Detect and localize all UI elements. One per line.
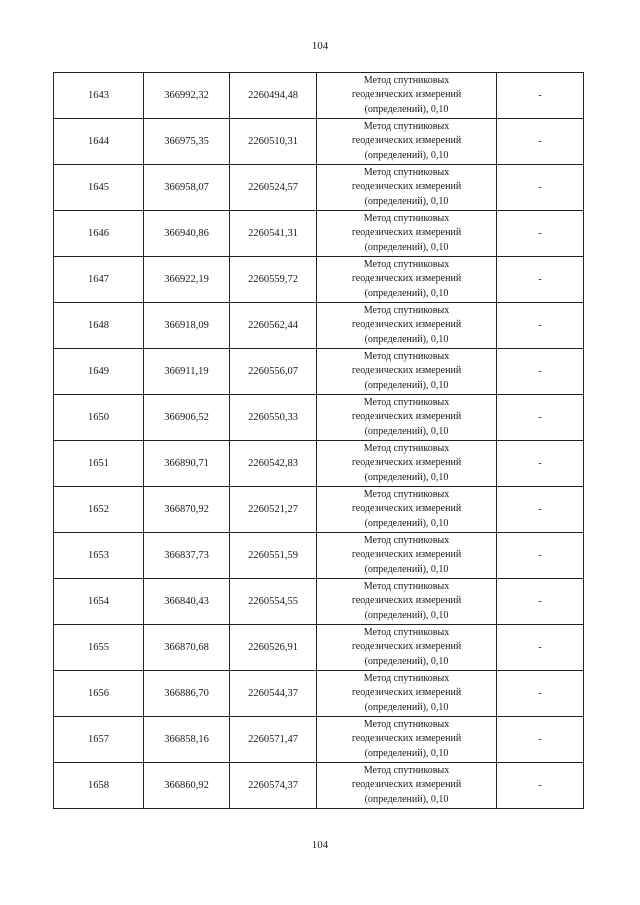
y-coordinate-cell: 2260494,48 <box>230 73 317 119</box>
method-cell <box>317 487 497 533</box>
method-line: (определений), 0,10 <box>364 103 449 115</box>
method-line: (определений), 0,10 <box>364 195 449 207</box>
method-line: Метод спутниковых <box>363 672 450 684</box>
description-cell: - <box>497 165 584 211</box>
method-line: (определений), 0,10 <box>364 701 449 713</box>
method-line: геодезических измерений <box>351 319 462 331</box>
point-number-cell: 1657 <box>54 717 144 763</box>
method-line: геодезических измерений <box>351 503 462 515</box>
method-line: Метод спутниковых <box>363 442 450 454</box>
description-cell: - <box>497 671 584 717</box>
x-coordinate-cell: 366890,71 <box>144 441 230 487</box>
y-coordinate-cell: 2260559,72 <box>230 257 317 303</box>
method-line: геодезических измерений <box>351 227 462 239</box>
method-line: Метод спутниковых <box>363 212 450 224</box>
method-cell <box>317 349 497 395</box>
method-line: (определений), 0,10 <box>364 793 449 805</box>
page-number-top: 104 <box>311 40 329 52</box>
method-cell <box>317 671 497 717</box>
method-line: геодезических измерений <box>351 457 462 469</box>
point-number-cell: 1649 <box>54 349 144 395</box>
table-row <box>54 257 584 303</box>
method-line: геодезических измерений <box>351 411 462 423</box>
method-cell <box>317 625 497 671</box>
table-row <box>54 395 584 441</box>
method-line: (определений), 0,10 <box>364 563 449 575</box>
x-coordinate-cell: 366870,92 <box>144 487 230 533</box>
table-row <box>54 487 584 533</box>
point-number-cell: 1658 <box>54 763 144 809</box>
x-coordinate-cell: 366922,19 <box>144 257 230 303</box>
method-cell <box>317 441 497 487</box>
method-line: (определений), 0,10 <box>364 379 449 391</box>
method-line: Метод спутниковых <box>363 74 450 86</box>
description-cell: - <box>497 211 584 257</box>
method-line: геодезических измерений <box>351 595 462 607</box>
description-cell: - <box>497 717 584 763</box>
table-row <box>54 533 584 579</box>
y-coordinate-cell: 2260542,83 <box>230 441 317 487</box>
method-line: Метод спутниковых <box>363 258 450 270</box>
y-coordinate-cell: 2260526,91 <box>230 625 317 671</box>
method-cell <box>317 165 497 211</box>
method-cell <box>317 763 497 809</box>
table-row <box>54 73 584 119</box>
point-number-cell: 1656 <box>54 671 144 717</box>
point-number-cell: 1653 <box>54 533 144 579</box>
point-number-cell: 1655 <box>54 625 144 671</box>
table-row <box>54 349 584 395</box>
y-coordinate-cell: 2260551,59 <box>230 533 317 579</box>
method-line: (определений), 0,10 <box>364 333 449 345</box>
method-line: геодезических измерений <box>351 687 462 699</box>
method-cell <box>317 73 497 119</box>
method-line: (определений), 0,10 <box>364 287 449 299</box>
method-cell <box>317 211 497 257</box>
table-row <box>54 763 584 809</box>
description-cell: - <box>497 119 584 165</box>
point-number-cell: 1644 <box>54 119 144 165</box>
table-row <box>54 119 584 165</box>
x-coordinate-cell: 366992,32 <box>144 73 230 119</box>
y-coordinate-cell: 2260571,47 <box>230 717 317 763</box>
x-coordinate-cell: 366958,07 <box>144 165 230 211</box>
page-number-bottom: 104 <box>311 839 329 851</box>
method-line: Метод спутниковых <box>363 580 450 592</box>
method-line: геодезических измерений <box>351 641 462 653</box>
coordinates-table <box>53 72 584 809</box>
point-number-cell: 1643 <box>54 73 144 119</box>
method-line: (определений), 0,10 <box>364 655 449 667</box>
table-row <box>54 441 584 487</box>
method-cell <box>317 717 497 763</box>
point-number-cell: 1652 <box>54 487 144 533</box>
method-line: Метод спутниковых <box>363 166 450 178</box>
description-cell: - <box>497 349 584 395</box>
method-line: (определений), 0,10 <box>364 149 449 161</box>
y-coordinate-cell: 2260544,37 <box>230 671 317 717</box>
method-line: (определений), 0,10 <box>364 747 449 759</box>
x-coordinate-cell: 366840,43 <box>144 579 230 625</box>
x-coordinate-cell: 366918,09 <box>144 303 230 349</box>
method-line: геодезических измерений <box>351 779 462 791</box>
x-coordinate-cell: 366975,35 <box>144 119 230 165</box>
y-coordinate-cell: 2260524,57 <box>230 165 317 211</box>
method-cell <box>317 395 497 441</box>
description-cell: - <box>497 487 584 533</box>
method-cell <box>317 257 497 303</box>
method-line: (определений), 0,10 <box>364 471 449 483</box>
method-line: геодезических измерений <box>351 89 462 101</box>
description-cell: - <box>497 533 584 579</box>
table-row <box>54 165 584 211</box>
x-coordinate-cell: 366911,19 <box>144 349 230 395</box>
point-number-cell: 1651 <box>54 441 144 487</box>
method-line: Метод спутниковых <box>363 350 450 362</box>
method-line: Метод спутниковых <box>363 396 450 408</box>
point-number-cell: 1654 <box>54 579 144 625</box>
method-line: геодезических измерений <box>351 549 462 561</box>
y-coordinate-cell: 2260574,37 <box>230 763 317 809</box>
method-line: Метод спутниковых <box>363 626 450 638</box>
point-number-cell: 1650 <box>54 395 144 441</box>
x-coordinate-cell: 366858,16 <box>144 717 230 763</box>
method-line: Метод спутниковых <box>363 488 450 500</box>
method-cell <box>317 303 497 349</box>
table-row <box>54 625 584 671</box>
point-number-cell: 1648 <box>54 303 144 349</box>
method-line: (определений), 0,10 <box>364 241 449 253</box>
table-row <box>54 303 584 349</box>
y-coordinate-cell: 2260521,27 <box>230 487 317 533</box>
method-cell <box>317 579 497 625</box>
description-cell: - <box>497 303 584 349</box>
method-line: геодезических измерений <box>351 365 462 377</box>
point-number-cell: 1647 <box>54 257 144 303</box>
method-line: геодезических измерений <box>351 273 462 285</box>
point-number-cell: 1645 <box>54 165 144 211</box>
y-coordinate-cell: 2260562,44 <box>230 303 317 349</box>
x-coordinate-cell: 366940,86 <box>144 211 230 257</box>
method-line: геодезических измерений <box>351 181 462 193</box>
method-line: Метод спутниковых <box>363 718 450 730</box>
table-row <box>54 671 584 717</box>
y-coordinate-cell: 2260550,33 <box>230 395 317 441</box>
table-row <box>54 579 584 625</box>
y-coordinate-cell: 2260556,07 <box>230 349 317 395</box>
method-line: (определений), 0,10 <box>364 517 449 529</box>
x-coordinate-cell: 366906,52 <box>144 395 230 441</box>
coordinates-table-body <box>54 73 584 809</box>
method-line: (определений), 0,10 <box>364 425 449 437</box>
method-line: (определений), 0,10 <box>364 609 449 621</box>
x-coordinate-cell: 366870,68 <box>144 625 230 671</box>
description-cell: - <box>497 257 584 303</box>
method-line: Метод спутниковых <box>363 120 450 132</box>
description-cell: - <box>497 395 584 441</box>
method-cell <box>317 119 497 165</box>
x-coordinate-cell: 366886,70 <box>144 671 230 717</box>
y-coordinate-cell: 2260510,31 <box>230 119 317 165</box>
description-cell: - <box>497 625 584 671</box>
y-coordinate-cell: 2260554,55 <box>230 579 317 625</box>
method-line: геодезических измерений <box>351 733 462 745</box>
description-cell: - <box>497 763 584 809</box>
table-row <box>54 211 584 257</box>
method-line: Метод спутниковых <box>363 764 450 776</box>
point-number-cell: 1646 <box>54 211 144 257</box>
method-line: Метод спутниковых <box>363 534 450 546</box>
description-cell: - <box>497 73 584 119</box>
method-line: Метод спутниковых <box>363 304 450 316</box>
method-cell <box>317 533 497 579</box>
method-line: геодезических измерений <box>351 135 462 147</box>
x-coordinate-cell: 366860,92 <box>144 763 230 809</box>
x-coordinate-cell: 366837,73 <box>144 533 230 579</box>
description-cell: - <box>497 579 584 625</box>
description-cell: - <box>497 441 584 487</box>
y-coordinate-cell: 2260541,31 <box>230 211 317 257</box>
table-row <box>54 717 584 763</box>
